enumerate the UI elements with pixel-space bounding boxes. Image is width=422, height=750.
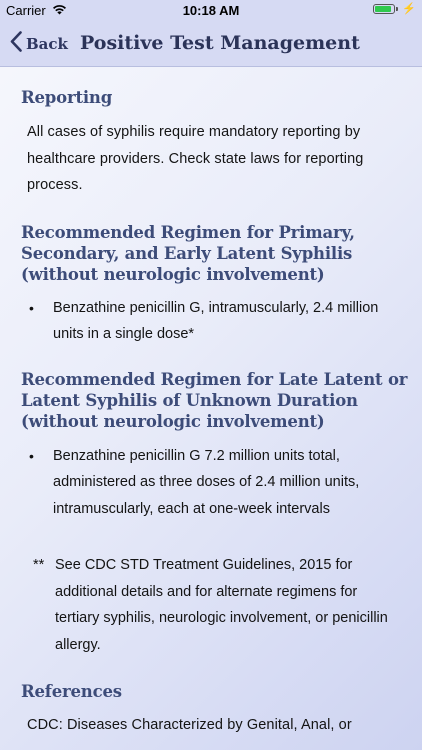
navigation-bar — [0, 22, 422, 67]
reporting-text: All cases of syphilis require mandatory reporting by healthcare providers. Check state laws for reporting process. — [27, 124, 364, 193]
list-item — [29, 443, 404, 523]
status-bar — [0, 0, 422, 22]
back-label: Back — [26, 35, 68, 53]
battery-fill — [375, 6, 391, 12]
footnote — [33, 552, 404, 658]
bullet-icon: • — [29, 447, 34, 464]
footnote-text: See CDC STD Treatment Guidelines, 2015 for additional details and for alternate regimens for tertiary syphilis, neurologic involvement, or penicillin allergy. — [55, 557, 388, 653]
section-heading-references: References — [21, 682, 122, 701]
battery-icon — [373, 4, 395, 14]
footnote-mark: ** — [33, 557, 45, 573]
carrier-label: Carrier — [6, 3, 46, 18]
status-right — [373, 4, 416, 14]
references-text: CDC: Diseases Characterized by Genital, Anal, or — [27, 717, 352, 733]
list-item — [29, 295, 404, 348]
section-heading-reporting: Reporting — [21, 88, 113, 107]
chevron-left-icon — [10, 31, 22, 57]
late-regimen-text: Benzathine penicillin G 7.2 million units total, administered as three doses of 2.4 million units, intramuscularly, each at one-week intervals — [53, 447, 360, 517]
back-button[interactable] — [10, 30, 68, 58]
page-title: Positive Test Management — [80, 32, 360, 54]
section-heading-early-regimen: Recommended Regimen for Primary, Secondary, and Early Latent Syphilis (without neurologic involvement) — [21, 222, 355, 284]
battery-cap — [396, 7, 398, 11]
early-regimen-text: Benzathine penicillin G, intramuscularly, 2.4 million units in a single dose* — [53, 299, 379, 342]
charging-bolt-icon: ⚡ — [402, 3, 416, 15]
clock: 10:18 AM — [182, 3, 240, 18]
section-heading-late-regimen: Recommended Regimen for Late Latent or Latent Syphilis of Unknown Duration (without neurologic involvement) — [21, 369, 408, 431]
bullet-icon: • — [29, 299, 34, 316]
content-scroll[interactable] — [0, 67, 422, 739]
